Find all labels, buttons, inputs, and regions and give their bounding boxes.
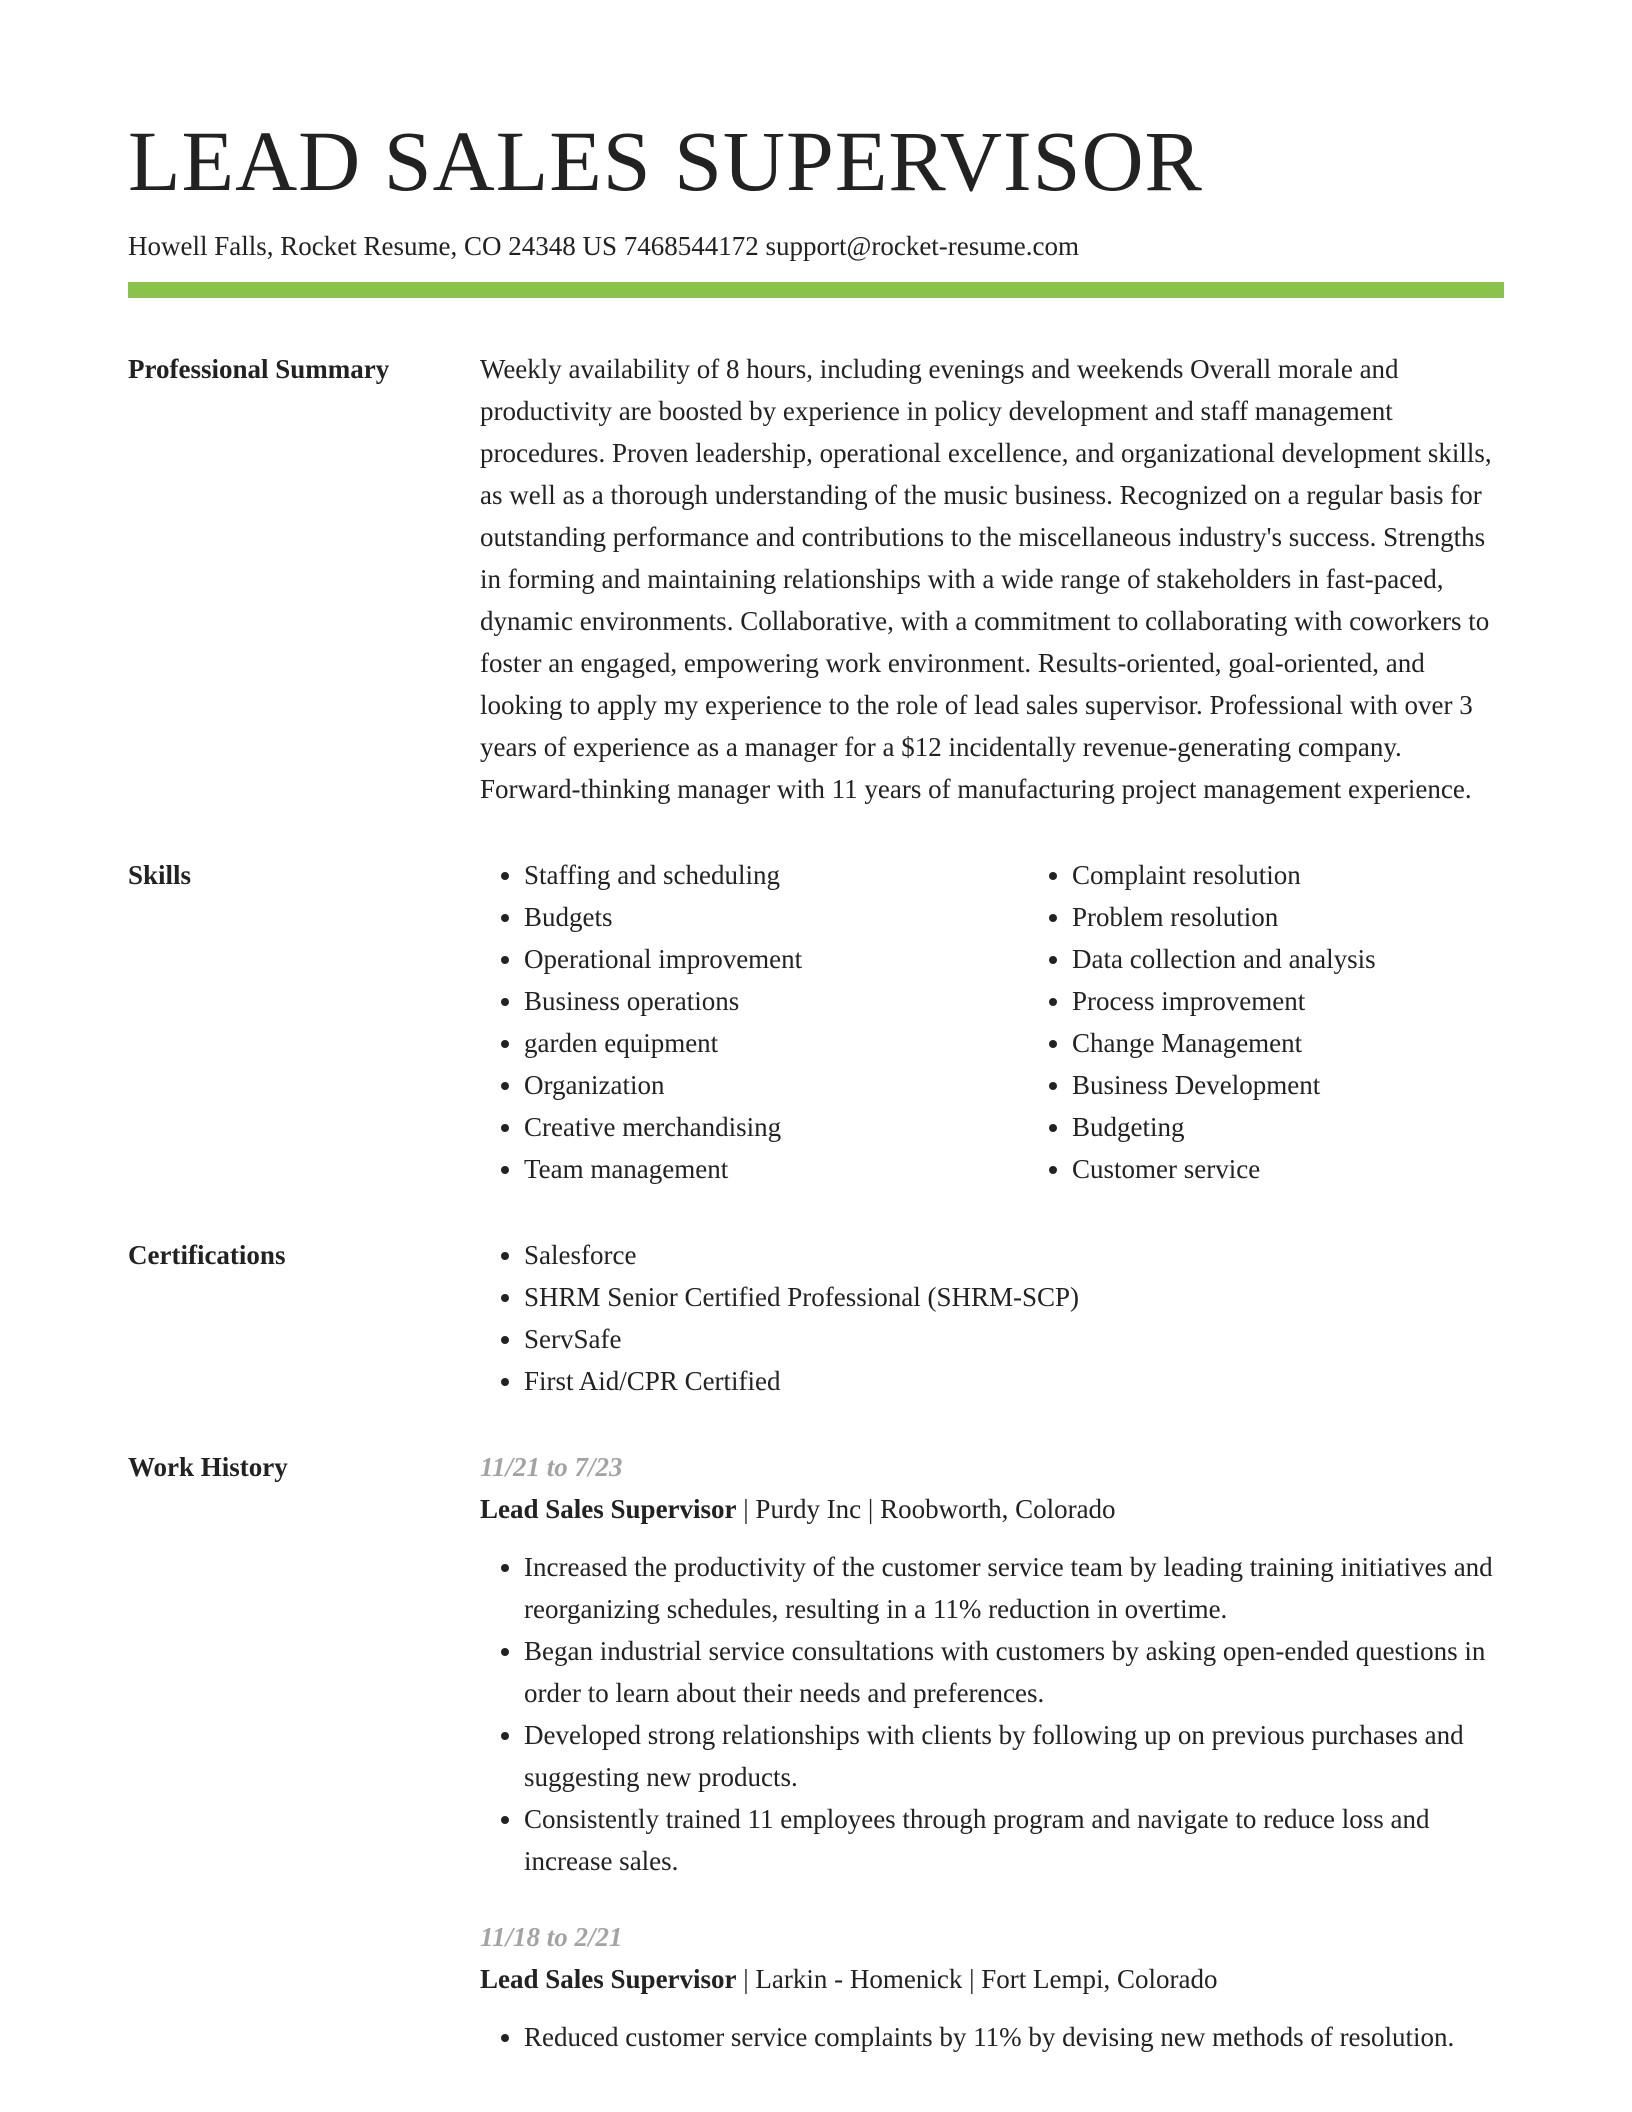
job-bullet: • Reduced customer service complaints by 11% by devising new methods of resolution. <box>524 2016 1504 2058</box>
accent-divider <box>128 282 1504 298</box>
job-heading <box>480 1488 1504 1530</box>
skill-item: • Operational improvement <box>524 938 1028 980</box>
certification-item: • ServSafe <box>524 1318 1504 1360</box>
summary-section <box>128 348 1504 810</box>
job-dates: 11/18 to 2/21 <box>480 1922 623 1953</box>
certification-item: • SHRM Senior Certified Professional (SHRM-SCP) <box>524 1276 1504 1318</box>
job-heading <box>480 1958 1504 2000</box>
job-bullet: • Developed strong relationships with clients by following up on previous purchases and suggesting new products. <box>524 1714 1504 1798</box>
certification-item: • First Aid/CPR Certified <box>524 1360 1504 1402</box>
skill-item: • Budgeting <box>1072 1106 1376 1148</box>
job-bullet: • Consistently trained 11 employees through program and navigate to reduce loss and increase sales. <box>524 1798 1504 1882</box>
job-bullets <box>480 2016 1504 2058</box>
job-entry <box>480 1446 1504 1882</box>
summary-text: Weekly availability of 8 hours, including evenings and weekends Overall morale and productivity are boosted by experience in policy development and staff management procedures. Proven leadership, operational excellence, and organizational development skills, as well as a thorough understanding of the music business. Recognized on a regular basis for outstanding performance and contributions to the miscellaneous industry's success. Strengths in forming and maintaining relationships with a wide range of stakeholders in fast-paced, dynamic environments. Collaborative, with a commitment to collaborating with coworkers to foster an engaged, empowering work environment. Results-oriented, goal-oriented, and looking to apply my experience to the role of lead sales supervisor. Professional with over 3 years of experience as a manager for a $12 incidentally revenue-generating company. Forward-thinking manager with 11 years of manufacturing project management experience. <box>480 354 1492 805</box>
job-title: Lead Sales Supervisor <box>480 1494 737 1525</box>
job-dates: 11/21 to 7/23 <box>480 1452 623 1483</box>
skill-item: • Organization <box>524 1064 1028 1106</box>
certifications-list <box>480 1234 1504 1402</box>
skill-item: • Process improvement <box>1072 980 1376 1022</box>
skill-item: • Complaint resolution <box>1072 854 1376 896</box>
job-entry <box>480 1916 1504 2058</box>
skill-item: • Customer service <box>1072 1148 1376 1190</box>
page-title: LEAD SALES SUPERVISOR <box>128 113 1203 209</box>
job-details: | Purdy Inc | Roobworth, Colorado <box>736 1494 1116 1525</box>
skill-item: • Team management <box>524 1148 1028 1190</box>
section-label-summary: Professional Summary <box>128 354 390 385</box>
work-history-section <box>128 1446 1504 2058</box>
skill-item: • Business operations <box>524 980 1028 1022</box>
job-title: Lead Sales Supervisor <box>480 1964 737 1995</box>
work-history-content <box>480 1446 1504 2058</box>
certification-item: • Salesforce <box>524 1234 1504 1276</box>
certifications-content <box>480 1234 1504 1402</box>
skill-item: • Data collection and analysis <box>1072 938 1376 980</box>
section-label-certifications: Certifications <box>128 1240 286 1271</box>
skill-item: • Creative merchandising <box>524 1106 1028 1148</box>
certifications-section <box>128 1234 1504 1402</box>
skills-list-right <box>1028 854 1376 1190</box>
section-label-work-history: Work History <box>128 1452 288 1483</box>
skills-list-left <box>480 854 1028 1190</box>
skill-item: • Budgets <box>524 896 1028 938</box>
skill-item: • Business Development <box>1072 1064 1376 1106</box>
job-bullets <box>480 1546 1504 1882</box>
section-label-skills: Skills <box>128 860 192 891</box>
job-bullet: • Increased the productivity of the customer service team by leading training initiatives and reorganizing schedules, resulting in a 11% reduction in overtime. <box>524 1546 1504 1630</box>
skills-section <box>128 854 1504 1190</box>
skill-item: • Problem resolution <box>1072 896 1376 938</box>
summary-content <box>480 348 1504 810</box>
skill-item: • garden equipment <box>524 1022 1028 1064</box>
contact-line: Howell Falls, Rocket Resume, CO 24348 US 7468544172 support@rocket-resume.com <box>128 231 1079 261</box>
skill-item: • Staffing and scheduling <box>524 854 1028 896</box>
job-details: | Larkin - Homenick | Fort Lempi, Colorado <box>736 1964 1218 1995</box>
skills-content <box>480 854 1504 1190</box>
skill-item: • Change Management <box>1072 1022 1376 1064</box>
job-bullet: • Began industrial service consultations with customers by asking open-ended questions in order to learn about their needs and preferences. <box>524 1630 1504 1714</box>
